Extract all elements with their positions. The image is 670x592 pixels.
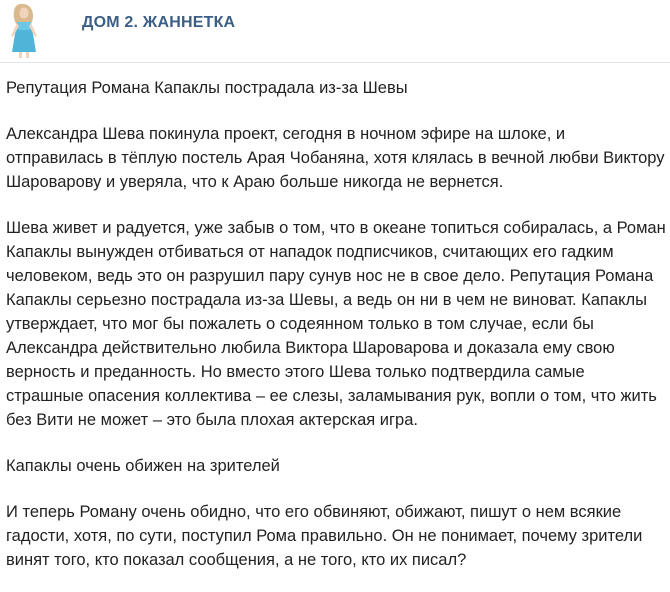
article-paragraph: Александра Шева покинула проект, сегодня в ночном эфире на шлоке, и отправилась в тёплую постель Арая Чобаняна, хотя клялась в вечной любви Виктору Шароварову и уверяла, что к Араю больше никогда не вернется. (6, 125, 665, 191)
article-subheading: Капаклы очень обижен на зрителей (6, 457, 280, 475)
avatar[interactable] (4, 0, 44, 58)
article-headline: Репутация Романа Капаклы пострадала из-за Шевы (6, 79, 408, 97)
article-body (6, 76, 666, 572)
site-title[interactable]: ДОМ 2. ЖАННЕТКА (82, 14, 236, 31)
article-paragraph: И теперь Роману очень обидно, что его обвиняют, обижают, пишут о нем всякие гадости, хотя, по сути, поступил Рома правильно. Он не понимает, почему зрители винят того, кто показал сообщения, а не того, кто их писал? (6, 503, 643, 569)
site-header (0, 0, 670, 63)
article-paragraph: Шева живет и радуется, уже забыв о том, что в океане топиться собиралась, а Роман Капаклы вынужден отбиваться от нападок подписчиков, считающих его гадким человеком, ведь это он разрушил пару сунув нос не в свое дело. Репутация Романа Капаклы серьезно пострадала из-за Шевы, а ведь он ни в чем не виноват. Капаклы утверждает, что мог бы пожалеть о содеянном только в том случае, если бы Александра действительно любила Виктора Шароварова и доказала ему свою верность и преданность. Но вместо этого Шева только подтвердила самые страшные опасения коллектива – ее слезы, заламывания рук, вопли о том, что жить без Вити не может – это была плохая актерская игра. (6, 219, 666, 429)
